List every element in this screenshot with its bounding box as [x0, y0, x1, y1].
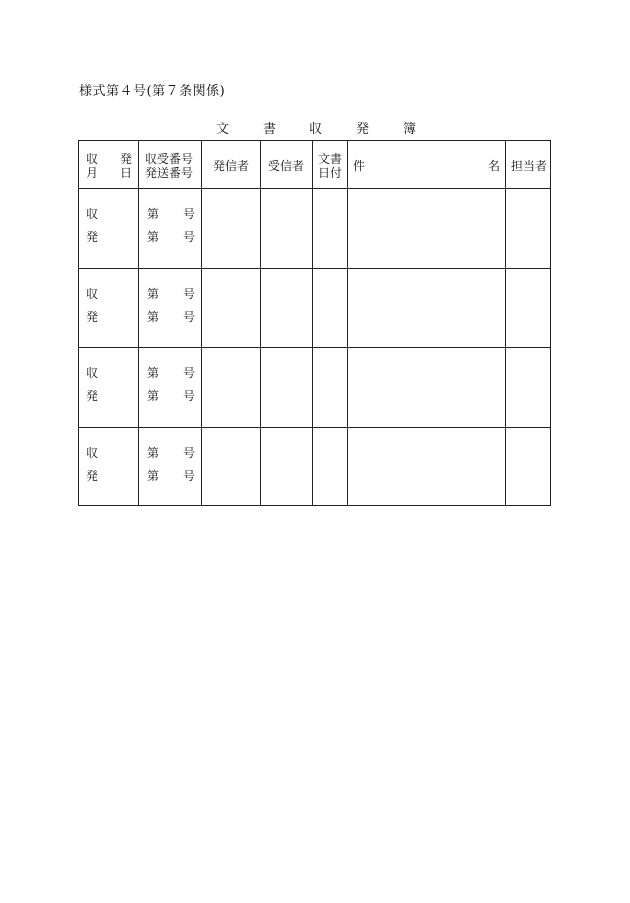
header-subject-left: 件	[353, 159, 366, 173]
row-send-label: 発	[86, 469, 99, 483]
row-recv-label: 収	[86, 366, 99, 380]
title-char: 簿	[403, 122, 417, 137]
row-send-label: 発	[86, 389, 99, 403]
row-number-suffix: 号	[183, 366, 196, 380]
row-divider	[79, 188, 550, 189]
row-number-prefix: 第	[147, 230, 160, 244]
row-number-prefix: 第	[147, 287, 160, 301]
row-number-suffix: 号	[183, 310, 196, 324]
row-recv-label: 収	[86, 287, 99, 301]
row-number-prefix: 第	[147, 446, 160, 460]
column-divider	[347, 141, 348, 505]
title-char: 書	[263, 122, 277, 137]
row-number-prefix: 第	[147, 310, 160, 324]
column-divider	[505, 141, 506, 505]
row-number-suffix: 号	[183, 389, 196, 403]
row-divider	[79, 347, 550, 348]
form-number-label: 様式第４号(第７条関係)	[79, 84, 226, 99]
column-divider	[312, 141, 313, 505]
column-divider	[138, 141, 139, 505]
title-char: 収	[309, 122, 323, 137]
header-sender: 発信者	[213, 159, 250, 173]
row-number-prefix: 第	[147, 389, 160, 403]
header-receipt-number: 収受番号	[145, 152, 194, 166]
column-divider	[260, 141, 261, 505]
row-divider	[79, 427, 550, 428]
document-title	[216, 118, 416, 136]
row-send-label: 発	[86, 310, 99, 324]
row-recv-label: 収	[86, 207, 99, 221]
header-document-date-line1: 文書	[318, 152, 343, 166]
row-send-label: 発	[86, 230, 99, 244]
header-recipient: 受信者	[268, 159, 305, 173]
header-person-in-charge: 担当者	[511, 159, 548, 173]
row-number-suffix: 号	[183, 207, 196, 221]
row-divider	[79, 268, 550, 269]
header-subject-right: 名	[488, 159, 501, 173]
row-number-prefix: 第	[147, 469, 160, 483]
row-number-suffix: 号	[183, 446, 196, 460]
header-document-date-line2: 日付	[318, 166, 343, 180]
title-char: 文	[216, 122, 230, 137]
row-number-suffix: 号	[183, 469, 196, 483]
register-table	[78, 140, 551, 506]
row-number-suffix: 号	[183, 230, 196, 244]
row-recv-label: 収	[86, 446, 99, 460]
row-number-prefix: 第	[147, 366, 160, 380]
row-number-prefix: 第	[147, 207, 160, 221]
column-divider	[201, 141, 202, 505]
title-char: 発	[356, 122, 370, 137]
header-date-recv: 収	[86, 152, 99, 166]
header-date-month: 月	[86, 166, 99, 180]
row-number-suffix: 号	[183, 287, 196, 301]
header-date-send: 発	[120, 152, 133, 166]
header-dispatch-number: 発送番号	[145, 166, 194, 180]
header-date-day: 日	[120, 166, 133, 180]
